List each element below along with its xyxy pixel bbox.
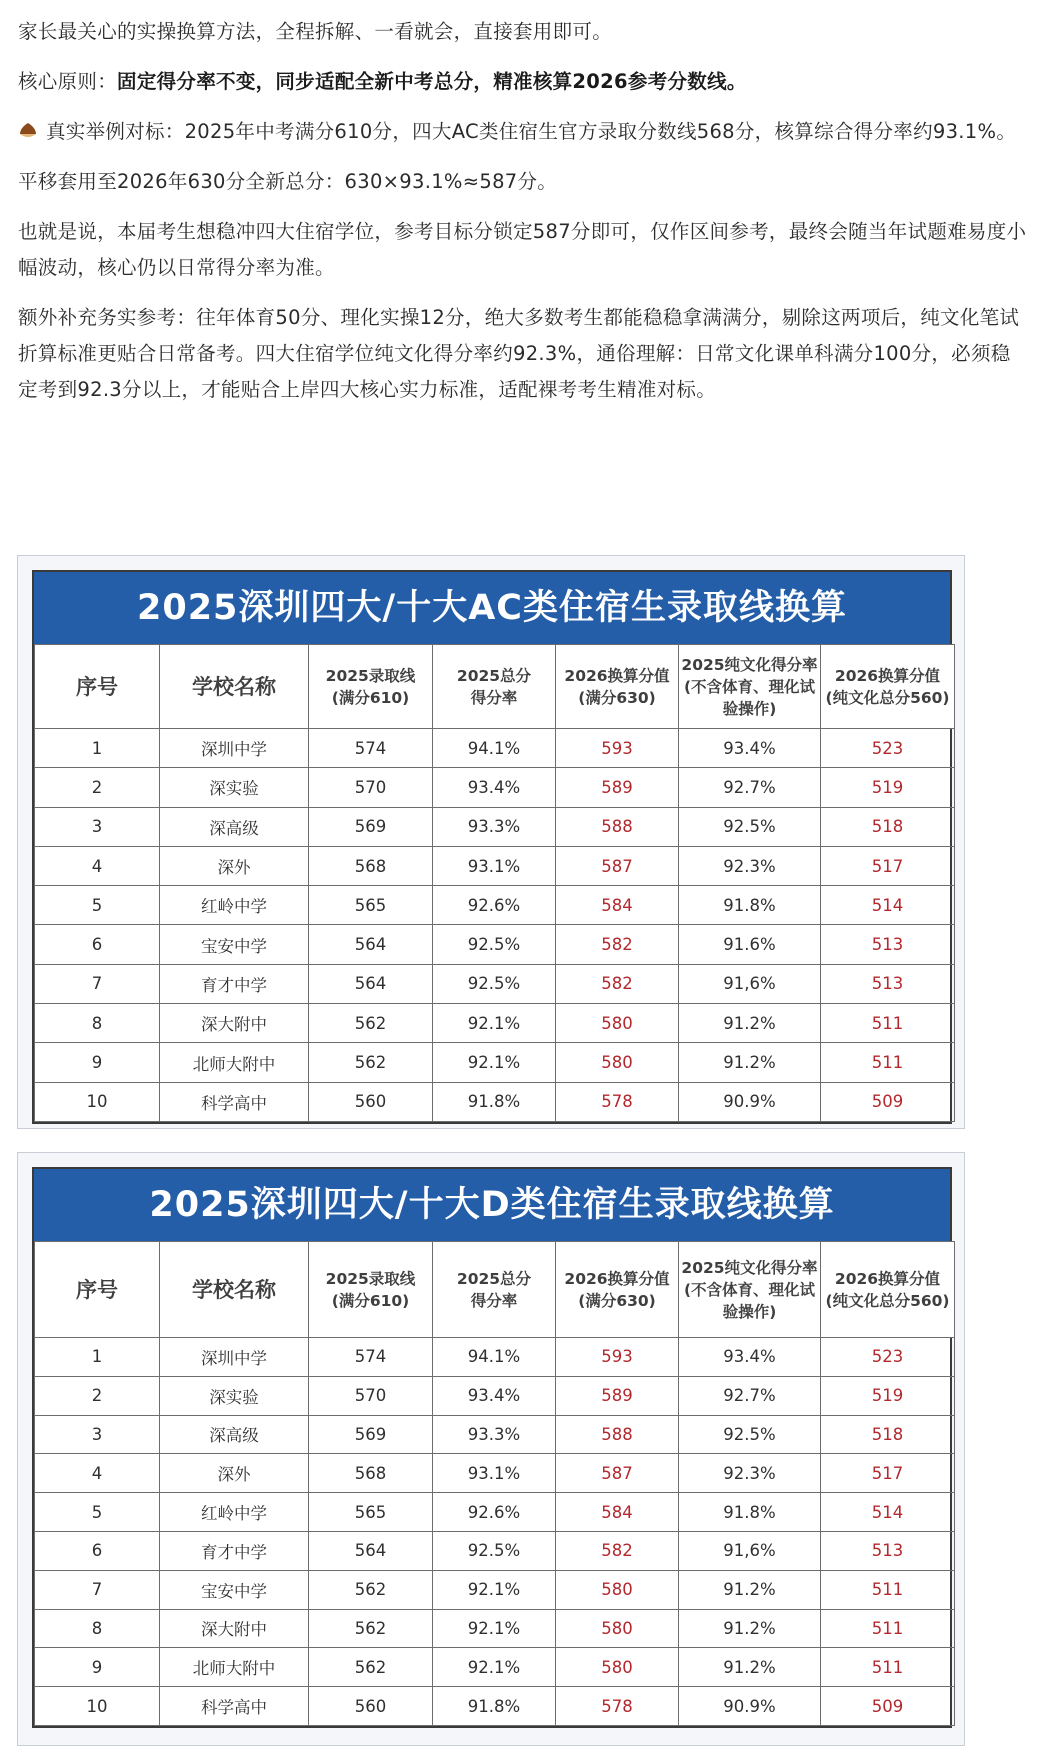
cell-school-name: 深大附中 — [160, 1004, 309, 1043]
cell-school-name: 红岭中学 — [160, 1493, 309, 1532]
cell-school-name: 宝安中学 — [160, 1570, 309, 1609]
paragraph-formula: 平移套用至2026年630分全新总分：630×93.1%≈587分。 — [18, 170, 558, 193]
cell-school-name: 深外 — [160, 1454, 309, 1493]
cell-school-name: 深外 — [160, 846, 309, 885]
cell-2025-culture-rate: 91.2% — [679, 1648, 821, 1687]
cell-2026-score: 580 — [556, 1004, 679, 1043]
cell-2026-score: 588 — [556, 1415, 679, 1454]
cell-school-name: 育才中学 — [160, 1531, 309, 1570]
table-row — [35, 1687, 955, 1726]
cell-2025-cutoff: 562 — [309, 1043, 433, 1082]
cell-2025-cutoff: 564 — [309, 964, 433, 1003]
cell-index: 5 — [35, 1493, 160, 1532]
cell-index: 1 — [35, 1338, 160, 1377]
cell-2025-cutoff: 565 — [309, 886, 433, 925]
cell-index: 4 — [35, 1454, 160, 1493]
example-text: 真实举例对标：2025年中考满分610分，四大AC类住宿生官方录取分数线568分，核算综合得分率约93.1%。 — [46, 120, 1017, 143]
cell-2026-score: 580 — [556, 1648, 679, 1687]
cell-2026-score: 588 — [556, 807, 679, 846]
cell-2025-rate: 92.6% — [433, 886, 556, 925]
cell-2025-rate: 93.4% — [433, 1376, 556, 1415]
cell-2026-score: 582 — [556, 964, 679, 1003]
cell-2026-score: 578 — [556, 1687, 679, 1726]
cell-school-name: 深大附中 — [160, 1609, 309, 1648]
cell-2026-score: 580 — [556, 1609, 679, 1648]
table-row — [35, 768, 955, 807]
table-row — [35, 1454, 955, 1493]
cell-2025-cutoff: 569 — [309, 807, 433, 846]
cell-2026-culture-score: 523 — [821, 729, 955, 768]
cell-2025-rate: 92.5% — [433, 964, 556, 1003]
cell-2025-cutoff: 565 — [309, 1493, 433, 1532]
header-2025-rate: 2025总分 得分率 — [433, 1242, 556, 1338]
cell-2025-cutoff: 560 — [309, 1082, 433, 1121]
cell-2025-cutoff: 562 — [309, 1609, 433, 1648]
score-table — [34, 644, 955, 1122]
table-row — [35, 729, 955, 768]
table-row — [35, 1648, 955, 1687]
cell-2025-culture-rate: 91,6% — [679, 1531, 821, 1570]
cell-2026-culture-score: 513 — [821, 964, 955, 1003]
cell-2026-score: 587 — [556, 846, 679, 885]
cell-index: 4 — [35, 846, 160, 885]
table-card-d — [17, 1152, 965, 1746]
table-row — [35, 1609, 955, 1648]
cell-2025-cutoff: 562 — [309, 1570, 433, 1609]
cell-index: 1 — [35, 729, 160, 768]
table-title: 2025深圳四大/十大D类住宿生录取线换算 — [34, 1169, 950, 1241]
cell-2026-culture-score: 517 — [821, 846, 955, 885]
paragraph-core-principle — [18, 64, 1028, 100]
cell-2026-culture-score: 511 — [821, 1004, 955, 1043]
cell-2025-culture-rate: 91.2% — [679, 1043, 821, 1082]
cell-index: 8 — [35, 1609, 160, 1648]
table-row — [35, 1415, 955, 1454]
cell-index: 2 — [35, 1376, 160, 1415]
cell-school-name: 深实验 — [160, 768, 309, 807]
cell-2025-cutoff: 564 — [309, 925, 433, 964]
header-row — [35, 645, 955, 729]
cell-2026-score: 589 — [556, 1376, 679, 1415]
cell-index: 9 — [35, 1648, 160, 1687]
core-principle-text: 固定得分率不变，同步适配全新中考总分，精准核算2026参考分数线。 — [117, 70, 747, 93]
table-row — [35, 1338, 955, 1377]
cell-school-name: 深圳中学 — [160, 1338, 309, 1377]
header-2025-culture-rate: 2025纯文化得分率 (不含体育、理化试 验操作) — [679, 645, 821, 729]
cell-2025-rate: 93.4% — [433, 768, 556, 807]
cell-index: 10 — [35, 1082, 160, 1121]
table-row — [35, 1082, 955, 1121]
cell-index: 9 — [35, 1043, 160, 1082]
cell-2025-culture-rate: 91.2% — [679, 1570, 821, 1609]
cell-2026-score: 589 — [556, 768, 679, 807]
cell-school-name: 科学高中 — [160, 1687, 309, 1726]
core-principle-label: 核心原则： — [18, 70, 118, 93]
cell-2025-rate: 92.5% — [433, 1531, 556, 1570]
cell-2026-culture-score: 511 — [821, 1609, 955, 1648]
cell-2025-culture-rate: 91.2% — [679, 1609, 821, 1648]
cell-2025-rate: 93.3% — [433, 807, 556, 846]
table-row — [35, 964, 955, 1003]
cell-2025-cutoff: 562 — [309, 1648, 433, 1687]
cell-2025-cutoff: 568 — [309, 846, 433, 885]
cell-school-name: 北师大附中 — [160, 1043, 309, 1082]
cell-school-name: 深高级 — [160, 1415, 309, 1454]
cell-school-name: 深实验 — [160, 1376, 309, 1415]
table-row — [35, 886, 955, 925]
cell-2025-cutoff: 564 — [309, 1531, 433, 1570]
cell-2025-culture-rate: 92.3% — [679, 1454, 821, 1493]
header-row — [35, 1242, 955, 1338]
cell-2026-culture-score: 519 — [821, 768, 955, 807]
cell-2025-culture-rate: 91.2% — [679, 1004, 821, 1043]
header-2025-cutoff: 2025录取线 (满分610) — [309, 645, 433, 729]
header-index: 序号 — [35, 1242, 160, 1338]
table-row — [35, 1531, 955, 1570]
cell-2025-rate: 94.1% — [433, 1338, 556, 1377]
cell-2026-culture-score: 514 — [821, 886, 955, 925]
cell-2026-score: 584 — [556, 1493, 679, 1532]
cell-index: 6 — [35, 1531, 160, 1570]
paragraph-conclusion: 也就是说，本届考生想稳冲四大住宿学位，参考目标分锁定587分即可，仅作区间参考，最终会随当年试题难易度小幅波动，核心仍以日常得分率为准。 — [18, 220, 1027, 279]
cell-2026-score: 593 — [556, 1338, 679, 1377]
cell-school-name: 科学高中 — [160, 1082, 309, 1121]
cell-school-name: 深高级 — [160, 807, 309, 846]
cell-2025-culture-rate: 92.5% — [679, 807, 821, 846]
cell-2026-culture-score: 511 — [821, 1043, 955, 1082]
header-2026-score: 2026换算分值 (满分630) — [556, 1242, 679, 1338]
cell-2025-rate: 92.6% — [433, 1493, 556, 1532]
cell-2026-culture-score: 511 — [821, 1648, 955, 1687]
header-school-name: 学校名称 — [160, 1242, 309, 1338]
table-row — [35, 925, 955, 964]
cell-2025-rate: 92.5% — [433, 925, 556, 964]
cell-2026-score: 580 — [556, 1570, 679, 1609]
cell-2025-cutoff: 574 — [309, 1338, 433, 1377]
cell-2025-rate: 92.1% — [433, 1004, 556, 1043]
cell-2025-rate: 94.1% — [433, 729, 556, 768]
header-2025-rate: 2025总分 得分率 — [433, 645, 556, 729]
cell-2026-culture-score: 511 — [821, 1570, 955, 1609]
cell-2026-culture-score: 518 — [821, 1415, 955, 1454]
cell-school-name: 育才中学 — [160, 964, 309, 1003]
cell-2026-score: 582 — [556, 925, 679, 964]
header-school-name: 学校名称 — [160, 645, 309, 729]
table-row — [35, 1570, 955, 1609]
cell-index: 10 — [35, 1687, 160, 1726]
header-2025-culture-rate: 2025纯文化得分率 (不含体育、理化试 验操作) — [679, 1242, 821, 1338]
header-2025-cutoff: 2025录取线 (满分610) — [309, 1242, 433, 1338]
cell-2025-culture-rate: 91,6% — [679, 964, 821, 1003]
cell-2026-score: 580 — [556, 1043, 679, 1082]
cell-2026-culture-score: 509 — [821, 1687, 955, 1726]
table-row — [35, 1493, 955, 1532]
cell-2025-cutoff: 574 — [309, 729, 433, 768]
cell-school-name: 红岭中学 — [160, 886, 309, 925]
cell-index: 3 — [35, 1415, 160, 1454]
cell-2025-culture-rate: 92.7% — [679, 1376, 821, 1415]
cell-2025-culture-rate: 91.8% — [679, 1493, 821, 1532]
cell-2025-culture-rate: 90.9% — [679, 1082, 821, 1121]
cell-2025-culture-rate: 92.5% — [679, 1415, 821, 1454]
table-row — [35, 1043, 955, 1082]
cell-2025-culture-rate: 92.7% — [679, 768, 821, 807]
cell-2026-culture-score: 513 — [821, 925, 955, 964]
cell-2025-culture-rate: 90.9% — [679, 1687, 821, 1726]
cell-2026-score: 584 — [556, 886, 679, 925]
cell-2025-rate: 91.8% — [433, 1687, 556, 1726]
table-row — [35, 846, 955, 885]
cell-school-name: 北师大附中 — [160, 1648, 309, 1687]
cell-2025-rate: 93.1% — [433, 846, 556, 885]
cell-2025-rate: 91.8% — [433, 1082, 556, 1121]
header-2026-score: 2026换算分值 (满分630) — [556, 645, 679, 729]
cell-2026-score: 593 — [556, 729, 679, 768]
cell-2025-rate: 92.1% — [433, 1648, 556, 1687]
cell-school-name: 宝安中学 — [160, 925, 309, 964]
table-row — [35, 1004, 955, 1043]
cell-index: 7 — [35, 1570, 160, 1609]
score-table — [34, 1241, 955, 1726]
cell-2026-culture-score: 514 — [821, 1493, 955, 1532]
header-2026-culture-score: 2026换算分值 (纯文化总分560) — [821, 1242, 955, 1338]
cell-index: 5 — [35, 886, 160, 925]
cell-2025-cutoff: 562 — [309, 1004, 433, 1043]
cell-2025-rate: 92.1% — [433, 1043, 556, 1082]
cell-2025-cutoff: 560 — [309, 1687, 433, 1726]
cell-index: 3 — [35, 807, 160, 846]
paragraph-supplement: 额外补充务实参考：往年体育50分、理化实操12分，绝大多数考生都能稳稳拿满满分，剔除这两项后，纯文化笔试折算标准更贴合日常备考。四大住宿学位纯文化得分率约92.3%，通俗理解：日常文化课单科满分100分，必须稳定考到92.3分以上，才能贴合上岸四大核心实力标准，适配裸考考生精准对标。 — [18, 306, 1020, 401]
table-d — [32, 1167, 952, 1728]
article-body — [18, 14, 1028, 422]
cell-2025-culture-rate: 93.4% — [679, 1338, 821, 1377]
cell-school-name: 深圳中学 — [160, 729, 309, 768]
cell-2025-rate: 93.1% — [433, 1454, 556, 1493]
cell-2025-culture-rate: 92.3% — [679, 846, 821, 885]
cell-index: 6 — [35, 925, 160, 964]
chestnut-icon — [18, 121, 38, 141]
cell-2026-culture-score: 513 — [821, 1531, 955, 1570]
header-index: 序号 — [35, 645, 160, 729]
cell-2025-cutoff: 569 — [309, 1415, 433, 1454]
table-row — [35, 807, 955, 846]
cell-2026-culture-score: 509 — [821, 1082, 955, 1121]
cell-2026-culture-score: 517 — [821, 1454, 955, 1493]
header-2026-culture-score: 2026换算分值 (纯文化总分560) — [821, 645, 955, 729]
cell-2025-rate: 93.3% — [433, 1415, 556, 1454]
cell-2026-culture-score: 523 — [821, 1338, 955, 1377]
cell-2026-culture-score: 519 — [821, 1376, 955, 1415]
cell-2025-culture-rate: 91.8% — [679, 886, 821, 925]
cell-2026-culture-score: 518 — [821, 807, 955, 846]
cell-2025-rate: 92.1% — [433, 1570, 556, 1609]
cell-2025-cutoff: 570 — [309, 1376, 433, 1415]
cell-2026-score: 582 — [556, 1531, 679, 1570]
cell-2026-score: 578 — [556, 1082, 679, 1121]
table-card-ac — [17, 555, 965, 1129]
cell-index: 8 — [35, 1004, 160, 1043]
cell-2025-culture-rate: 91.6% — [679, 925, 821, 964]
cell-index: 7 — [35, 964, 160, 1003]
cell-index: 2 — [35, 768, 160, 807]
cell-2025-rate: 92.1% — [433, 1609, 556, 1648]
cell-2026-score: 587 — [556, 1454, 679, 1493]
paragraph-intro: 家长最关心的实操换算方法，全程拆解、一看就会，直接套用即可。 — [18, 20, 613, 43]
cell-2025-cutoff: 570 — [309, 768, 433, 807]
cell-2025-cutoff: 568 — [309, 1454, 433, 1493]
table-ac — [32, 570, 952, 1124]
paragraph-example — [18, 114, 1028, 150]
cell-2025-culture-rate: 93.4% — [679, 729, 821, 768]
table-row — [35, 1376, 955, 1415]
table-title: 2025深圳四大/十大AC类住宿生录取线换算 — [34, 572, 950, 644]
